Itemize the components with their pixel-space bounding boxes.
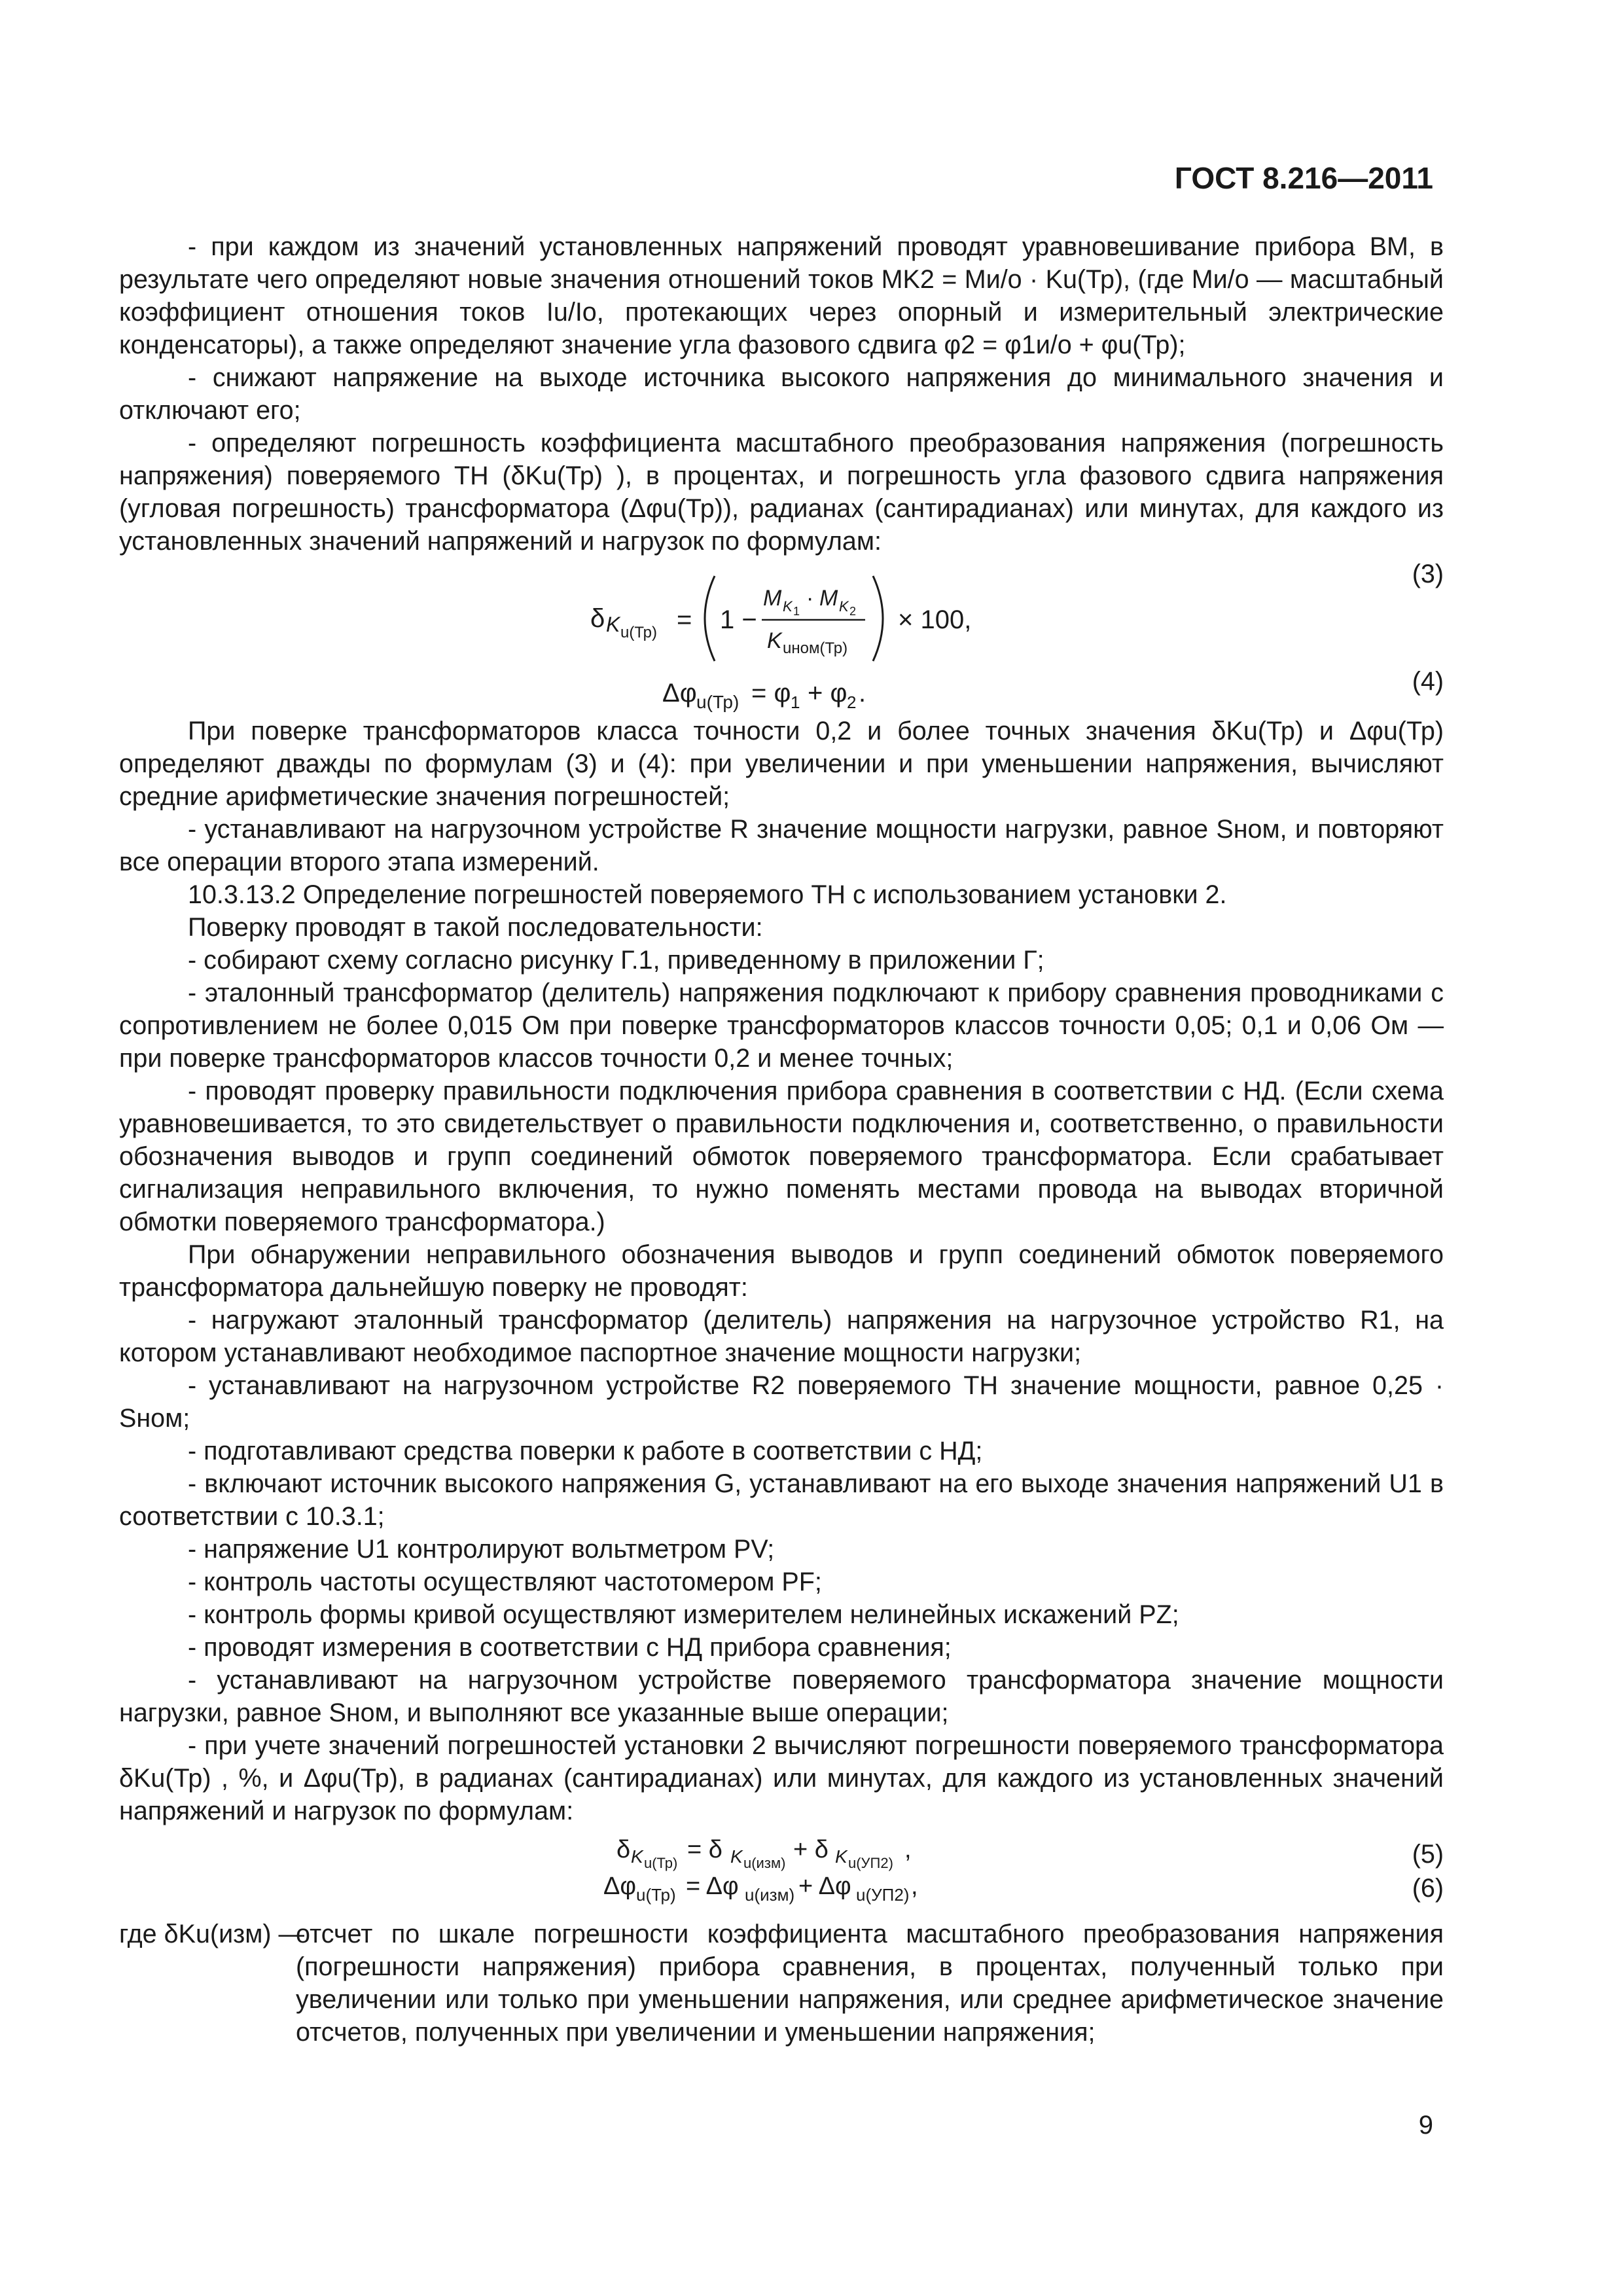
svg-text:K: K xyxy=(730,1846,743,1867)
formula-6 xyxy=(119,1869,1444,1911)
svg-text:u(Тр): u(Тр) xyxy=(620,624,657,641)
svg-text:K: K xyxy=(631,1846,643,1867)
paragraph: Поверку проводят в такой последовательности: xyxy=(188,913,763,942)
svg-text:u(изм): u(изм) xyxy=(745,1885,795,1905)
svg-text:K: K xyxy=(835,1846,847,1867)
formula-4 xyxy=(119,656,1444,715)
paragraph: - контроль частоты осуществляют частотомером PF; xyxy=(188,1568,822,1596)
svg-text:1: 1 xyxy=(793,605,800,618)
svg-text:M: M xyxy=(763,586,782,611)
svg-text:Δφ: Δφ xyxy=(603,1873,637,1900)
where-text: отсчет по шкале погрешности коэффициента масштабного преобразования напряжения (погрешности напряжения) прибора сравнения, в процентах, полученный только при увеличении или только при уменьшении напряжения, или среднее арифметическое значение отсчетов, полученных при увеличении и уменьшении напряжения; xyxy=(296,1920,1444,2047)
formula-5 xyxy=(119,1827,1444,1869)
formula-6-svg xyxy=(603,1869,996,1909)
page-number: 9 xyxy=(1418,2111,1433,2140)
paragraphs-top xyxy=(119,230,1444,558)
svg-text:K: K xyxy=(767,628,782,653)
svg-text:·: · xyxy=(806,586,814,611)
formula-5-number: (5) xyxy=(1412,1840,1444,1869)
paragraph: 10.3.13.2 Определение погрешностей поверяемого ТН с использованием установки 2. xyxy=(188,880,1227,909)
svg-text:Δφ: Δφ xyxy=(662,679,697,708)
paragraph: При обнаружении неправильного обозначения выводов и групп соединений обмоток поверяемого трансформатора дальнейшую поверку не проводят: xyxy=(119,1240,1444,1302)
paragraph: - при учете значений погрешностей установки 2 вычисляют погрешности поверяемого трансформатора δKu(Тр) , %, и Δφu(Тр), в радианах (сантирадианах) или минутах, для каждого из установленных значений напряжений и нагрузок по формулам: xyxy=(119,1731,1444,1825)
paragraph: - проводят измерения в соответствии с НД прибора сравнения; xyxy=(188,1633,952,1662)
paragraph: - проводят проверку правильности подключения прибора сравнения в соответствии с НД. (Если схема уравновешивается, то это свидетельствует о правильности подключения и, соответственно, о правильности обозначения выводов и групп соединений обмоток поверяемого трансформатора. Если срабатывает сигнализация неправильного включения, то нужно поменять местами провода на выводах вторичной обмотки поверяемого трансформатора.) xyxy=(119,1077,1444,1236)
formula-4-svg xyxy=(662,675,937,715)
paragraph: - напряжение U1 контролируют вольтметром PV; xyxy=(188,1535,775,1564)
document-header: ГОСТ 8.216—2011 xyxy=(1174,161,1433,195)
svg-text:δ: δ xyxy=(590,604,605,633)
svg-text:K: K xyxy=(606,613,620,636)
svg-text:u(Тр): u(Тр) xyxy=(696,692,740,712)
svg-text:= Δφ: = Δφ xyxy=(686,1873,739,1900)
svg-text:2: 2 xyxy=(849,605,857,618)
paragraph: - устанавливают на нагрузочном устройстве поверяемого трансформатора значение мощности нагрузки, равное Sном, и выполняют все указанные выше операции; xyxy=(119,1666,1444,1727)
svg-text:u(УП2): u(УП2) xyxy=(856,1885,910,1905)
formula-5-svg xyxy=(616,1834,983,1873)
svg-text:+ Δφ: + Δφ xyxy=(798,1873,851,1900)
formula-6-number: (6) xyxy=(1412,1874,1444,1903)
paragraph: - определяют погрешность коэффициента масштабного преобразования напряжения (погрешность напряжения) поверяемого ТН (δKu(Тр) ), в процентах, и погрешность угла фазового сдвига напряжения (угловая погрешность) трансформатора (Δφu(Тр)), радианах (сантирадианах) или минутах, для каждого из установленных значений напряжений и нагрузок по формулам: xyxy=(119,429,1444,556)
paragraph: - контроль формы кривой осуществляют измерителем нелинейных искажений PZ; xyxy=(188,1600,1179,1629)
formula-3 xyxy=(119,558,1444,656)
paragraph: - устанавливают на нагрузочном устройстве R значение мощности нагрузки, равное Sном, и повторяют все операции второго этапа измерений. xyxy=(119,815,1444,876)
svg-text:= δ: = δ xyxy=(687,1836,722,1863)
formula-4-expression xyxy=(662,675,937,723)
svg-text:K: K xyxy=(783,598,793,615)
document-body xyxy=(119,230,1444,2049)
paragraphs-mid xyxy=(119,715,1444,1827)
paragraph: - снижают напряжение на выходе источника высокого напряжения до минимального значения и отключают его; xyxy=(119,363,1444,425)
svg-text:1: 1 xyxy=(791,692,800,712)
svg-text:2: 2 xyxy=(847,692,857,712)
formula-3-svg xyxy=(590,569,1009,668)
paragraph: - при каждом из значений установленных напряжений проводят уравновешивание прибора ВМ, в результате чего определяют новые значения отношений токов MK2 = Mи/о · Ku(Тр), (где Mи/о — масштабный коэффициент отношения токов Iu/Io, протекающих через опорный и измерительный электрические конденсаторы), а также определяют значение угла фазового сдвига φ2 = φ1и/о + φu(Тр); xyxy=(119,232,1444,359)
svg-text:.: . xyxy=(859,679,866,708)
paragraph: При поверке трансформаторов класса точности 0,2 и более точных значения δKu(Тр) и Δφu(Тр) определяют дважды по формулам (3) и (4): при увеличении и при уменьшении напряжения, вычисляют средние арифметические значения погрешностей; xyxy=(119,717,1444,811)
svg-text:+ φ: + φ xyxy=(808,679,847,708)
svg-text:u(УП2): u(УП2) xyxy=(848,1855,893,1871)
formula-3-number: (3) xyxy=(1412,560,1444,588)
paragraph: - нагружают эталонный трансформатор (делитель) напряжения на нагрузочное устройство R1, на котором устанавливают необходимое паспортное значение мощности нагрузки; xyxy=(119,1306,1444,1367)
svg-text:u(изм): u(изм) xyxy=(743,1855,786,1871)
paragraph: - эталонный трансформатор (делитель) напряжения подключают к прибору сравнения проводниками с сопротивлением не более 0,015 Ом при поверке трансформаторов классов точности 0,05; 0,1 и 0,06 Ом — при поверке трансформаторов классов точности 0,2 и менее точных; xyxy=(119,978,1444,1073)
paragraph: - устанавливают на нагрузочном устройстве R2 поверяемого ТН значение мощности, равное 0,25 · Sном; xyxy=(119,1371,1444,1433)
svg-text:,: , xyxy=(911,1873,918,1900)
svg-text:u(Тр): u(Тр) xyxy=(636,1885,676,1905)
svg-text:δ: δ xyxy=(616,1836,631,1863)
svg-text:1 −: 1 − xyxy=(720,605,757,634)
svg-text:u(Тр): u(Тр) xyxy=(644,1855,678,1871)
where-clause xyxy=(119,1918,1444,2049)
formula-4-number: (4) xyxy=(1412,667,1444,696)
paragraph: - подготавливают средства поверки к работе в соответствии с НД; xyxy=(188,1437,983,1465)
svg-text:+ δ: + δ xyxy=(793,1836,829,1863)
svg-text:M: M xyxy=(819,586,838,611)
paragraph: - собирают схему согласно рисунку Г.1, приведенному в приложении Г; xyxy=(188,946,1044,975)
svg-text:× 100,: × 100, xyxy=(898,605,972,634)
svg-text:K: K xyxy=(839,598,849,615)
paragraph: - включают источник высокого напряжения G, устанавливают на его выходе значения напряжений U1 в соответствии с 10.3.1; xyxy=(119,1469,1444,1531)
where-label: где δKu(изм) — xyxy=(119,1920,305,1948)
formula-6-expression xyxy=(603,1869,996,1916)
svg-text:,: , xyxy=(904,1836,912,1863)
svg-text:= φ: = φ xyxy=(751,679,791,708)
svg-text:uном(Тр): uном(Тр) xyxy=(783,639,848,657)
svg-text:=: = xyxy=(677,605,692,634)
